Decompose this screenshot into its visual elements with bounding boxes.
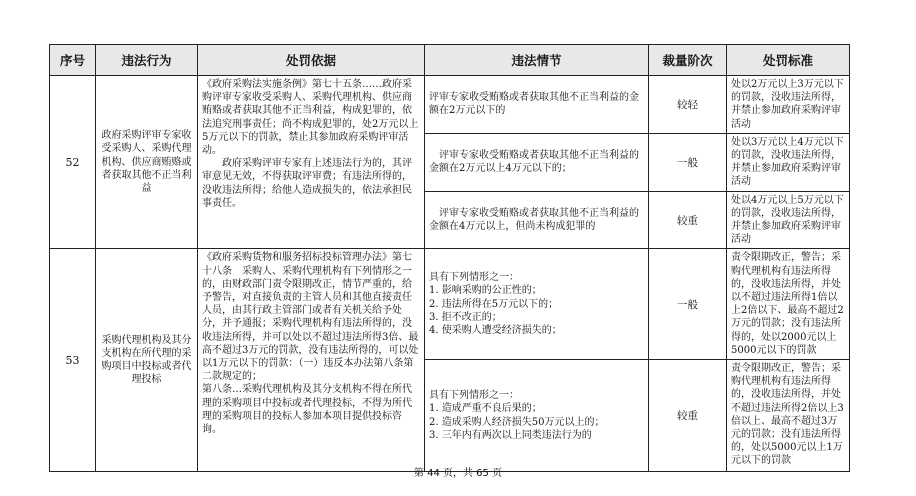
- circumstance-line: 2. 违法所得在5万元以下的；: [429, 298, 559, 310]
- circumstance-line: 4. 使采购人遭受经济损失的；: [429, 325, 562, 337]
- circumstance-line: 具有下列情形之一：: [429, 272, 519, 284]
- violation-cell: 政府采购评审专家收受采购人、采购代理机构、供应商贿赂或者获取其他不正当利益: [96, 76, 198, 249]
- standard-cell: 责令限期改正，警告；采购代理机构有违法所得的，没收违法所得，并处以不超过违法所得1倍以上2倍以下、最高不超过2万元的罚款；没有违法所得的，处以2000元以上5000元以下的罚款: [727, 249, 850, 360]
- header-standard: 处罚标准: [727, 45, 850, 76]
- circumstance-cell: 评审专家收受贿赂或者获取其他不正当利益的金额在2万元以下的: [425, 76, 649, 134]
- standard-cell: 处以4万元以上5万元以下的罚款，没收违法所得，并禁止参加政府采购评审活动: [727, 191, 850, 249]
- circumstance-line: 3. 拒不改正的；: [429, 311, 502, 323]
- circumstance-cell: [425, 249, 649, 360]
- level-cell: 一般: [649, 249, 727, 360]
- header-index: 序号: [50, 45, 96, 76]
- circumstance-cell: 评审专家收受贿赂或者获取其他不正当利益的金额在2万元以上4万元以下的；: [425, 133, 649, 191]
- circumstance-cell: 评审专家收受贿赂或者获取其他不正当利益的金额在4万元以上，但尚未构成犯罪的: [425, 191, 649, 249]
- header-basis: 处罚依据: [198, 45, 425, 76]
- level-cell: 较重: [649, 191, 727, 249]
- circumstance-line: 1. 影响采购的公正性的；: [429, 285, 542, 297]
- standard-cell: 责令限期改正，警告；采购代理机构有违法所得的，没收违法所得，并处不超过违法所得2倍以上3倍以上、最高不超过3万元的罚款；没有违法所得的，处以5000元以上1万元以下的罚款: [727, 360, 850, 472]
- table-header-row: [50, 45, 850, 76]
- circumstance-line: 1. 造成严重不良后果的；: [429, 403, 542, 415]
- row-index: 53: [50, 249, 96, 472]
- basis-cell: [198, 249, 425, 472]
- level-cell: 较轻: [649, 76, 727, 134]
- violation-cell: 采购代理机构及其分支机构在所代理的采购项目中投标或者代理投标: [96, 249, 198, 472]
- circumstance-cell: [425, 360, 649, 472]
- standard-cell: 处以3万元以上4万元以下的罚款，没收违法所得，并禁止参加政府采购评审活动: [727, 133, 850, 191]
- penalty-table: [49, 44, 850, 472]
- table-row: [50, 76, 850, 134]
- basis-paragraph: 政府采购评审专家有上述违法行为的，其评审意见无效，不得获取评审费；有违法所得的，没收违法所得；给他人造成损失的，依法承担民事责任。: [202, 158, 412, 209]
- row-index: 52: [50, 76, 96, 249]
- basis-cell: [198, 76, 425, 249]
- standard-cell: 处以2万元以上3万元以下的罚款，没收违法所得，并禁止参加政府采购评审活动: [727, 76, 850, 134]
- circumstance-line: 2. 造成采购人经济损失50万元以上的；: [429, 416, 605, 428]
- basis-paragraph: 第八条…采购代理机构及其分支机构不得在所代理的采购项目中投标或者代理投标，不得为所代理的采购项目的投标人参加本项目提供投标咨询。: [202, 384, 412, 436]
- basis-paragraph: 《政府采购法实施条例》第七十五条……政府采购评审专家收受采购人、采购代理机构、供应商贿赂或者获取其他不正当利益，构成犯罪的，依法追究刑事责任；尚不构成犯罪的，处2万元以上5万元以下的罚款，禁止其参加政府采购评审活动。: [202, 79, 419, 157]
- header-violation: 违法行为: [96, 45, 198, 76]
- header-level: 裁量阶次: [649, 45, 727, 76]
- level-cell: 一般: [649, 133, 727, 191]
- page-number-footer: 第 44 页，共 65 页: [413, 468, 503, 479]
- table-row: [50, 249, 850, 360]
- header-circumstance: 违法情节: [425, 45, 649, 76]
- circumstance-line: 具有下列情形之一：: [429, 390, 519, 402]
- basis-paragraph: 《政府采购货物和服务招标投标管理办法》第七十八条 采购人、采购代理机构有下列情形之一的，由财政部门责令限期改正，情节严重的，给予警告，对直接负责的主管人员和其他直接责任人员，由其行政主管部门或者有关机关给予处分，并予通报；采购代理机构有违法所得的，没收违法所得，并可以处以不超过违法所得3倍、最高不超过3万元的罚款，没有违法所得的，可以处以1万元以下的罚款：（一）违反本办法第八条第二款规定的；: [202, 252, 419, 383]
- level-cell: 较重: [649, 360, 727, 472]
- circumstance-line: 3. 三年内有两次以上同类违法行为的: [429, 429, 592, 441]
